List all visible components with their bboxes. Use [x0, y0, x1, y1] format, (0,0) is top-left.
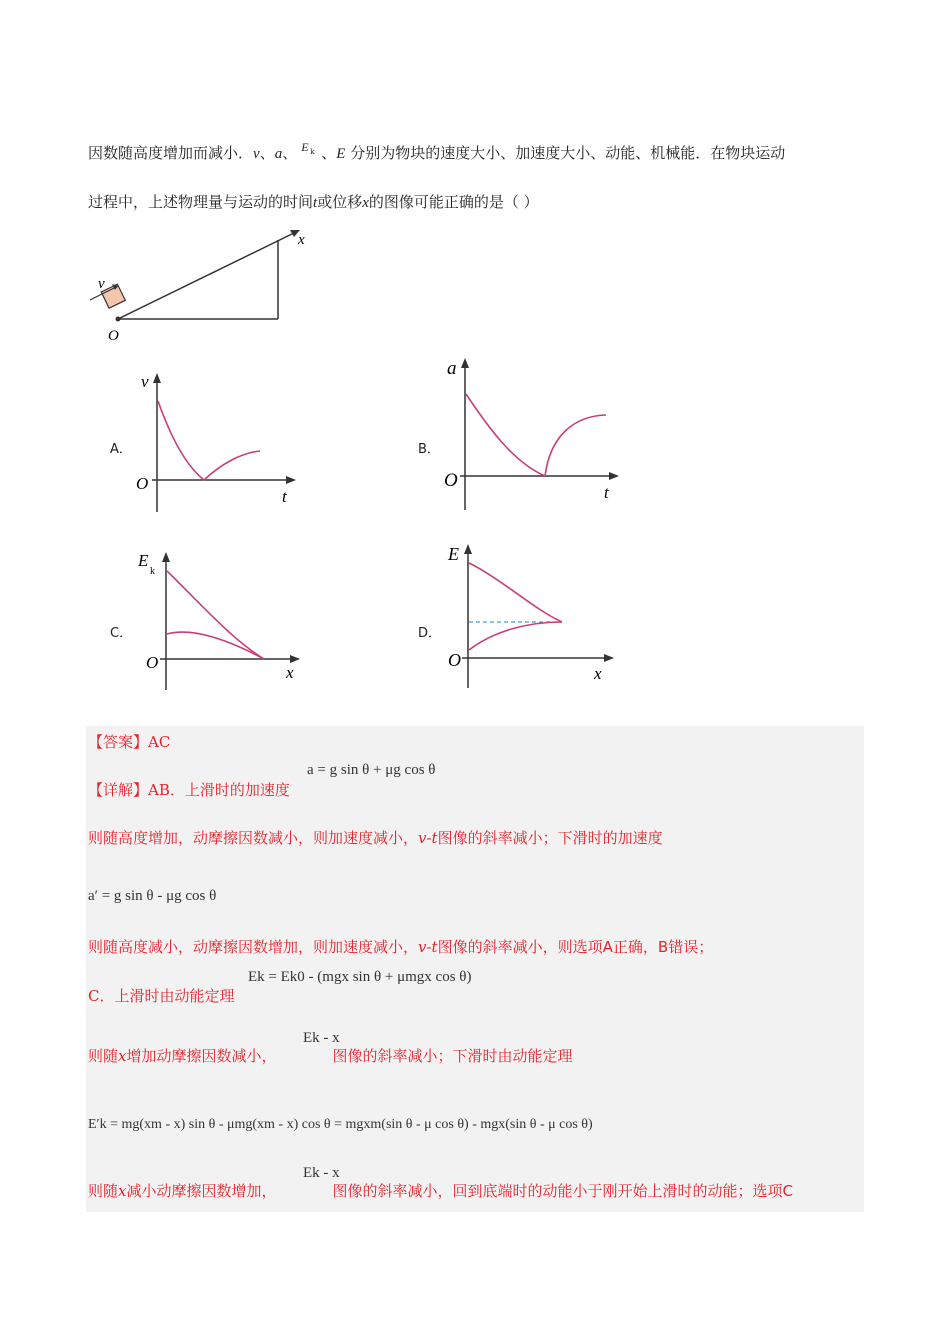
displacement-symbol: x	[362, 195, 369, 211]
answer-line-3	[88, 827, 663, 848]
answer-text: 则随	[88, 1182, 119, 1200]
answer-text: 减小动摩擦因数增加，	[126, 1182, 277, 1200]
question-line-1	[88, 142, 785, 163]
graph-d-origin: O	[448, 650, 461, 670]
graph-d-y-label: E	[448, 544, 459, 564]
answer-text: 则随高度减小，动摩擦因数增加，则加速度减小，	[88, 938, 419, 956]
separator: 、	[321, 144, 337, 162]
graph-a-y-label: v	[141, 372, 149, 391]
formula-kinetic-energy-up: Ek = Ek0 - (mgx sin θ + μmgx cos θ)	[248, 969, 472, 985]
detail-tag	[88, 779, 290, 800]
graph-b	[438, 352, 628, 512]
graph-c-y-subscript: k	[150, 566, 155, 577]
graph-c-x-label: x	[286, 663, 294, 682]
graph-a	[130, 365, 310, 515]
ek-subscript: k	[310, 148, 315, 156]
graph-b-x-label: t	[604, 483, 609, 502]
answer-line-9	[88, 1180, 793, 1201]
graph-b-origin: O	[444, 470, 458, 491]
question-text: 或位移	[317, 193, 363, 211]
acceleration-symbol: a	[274, 146, 283, 162]
question-text: 因数随高度增加而减小．	[88, 144, 254, 162]
answer-text: 则随高度增加，动摩擦因数减小，则加速度减小，	[88, 829, 419, 847]
vt-symbol: v-t	[418, 829, 438, 847]
incline-v-label: v	[98, 276, 105, 292]
graph-a-origin: O	[136, 474, 149, 493]
answer-text: 正确，	[612, 938, 658, 956]
velocity-symbol: v	[253, 146, 260, 162]
separator: 、	[282, 144, 298, 162]
formula-ek-x-2: Ek - x	[303, 1165, 340, 1181]
option-a-label: A．	[110, 442, 132, 457]
incline-diagram	[88, 222, 328, 347]
answer-text: 图像的斜率减小，则选项	[437, 938, 603, 956]
question-text: 过程中，上述物理量与运动的时间	[88, 193, 314, 211]
answer-text: 错误；	[668, 938, 714, 956]
answer-text: 【答案】AC	[88, 733, 171, 751]
option-ref-b: B	[657, 938, 669, 956]
answer-line-7	[88, 1045, 573, 1066]
graph-c	[136, 544, 311, 692]
graph-c-origin: O	[146, 653, 159, 672]
x-symbol: x	[118, 1182, 127, 1200]
answer-text: C．上滑时由动能定理	[88, 987, 235, 1005]
graph-c-y-label: E	[138, 551, 149, 570]
graph-b-y-label: a	[447, 358, 457, 379]
option-b-label: B．	[418, 442, 440, 457]
x-symbol: x	[118, 1047, 127, 1065]
answer-text: 图像的斜率减小；下滑时由动能定理	[332, 1047, 573, 1065]
question-text: 分别为物块的速度大小、加速度大小、动能、机械能．在物块运动	[350, 144, 786, 162]
answer-line-6	[88, 985, 234, 1006]
formula-acceleration-down: a′ = g sin θ - μg cos θ	[88, 888, 217, 904]
question-text: 的图像可能正确的是（ ）	[368, 193, 539, 211]
option-d-label: D．	[418, 626, 442, 641]
vt-symbol: v-t	[418, 938, 438, 956]
ek-letter: E	[301, 140, 309, 154]
question-line-2	[88, 191, 539, 212]
answer-text: 增加动摩擦因数减小，	[126, 1047, 277, 1065]
graph-d-x-label: x	[594, 664, 602, 683]
formula-acceleration-up: a = g sin θ + μg cos θ	[307, 762, 436, 778]
separator: 、	[259, 144, 275, 162]
incline-origin-label: O	[108, 328, 119, 344]
formula-ek-x-1: Ek - x	[303, 1030, 340, 1046]
option-c-label: C．	[110, 626, 133, 641]
answer-text: 图像的斜率减小，回到底端时的动能小于刚开始上滑时的动能；选项	[332, 1182, 783, 1200]
detail-text: 【详解】AB．上滑时的加速度	[88, 781, 290, 799]
answer-text: 图像的斜率减小；下滑时的加速度	[437, 829, 663, 847]
formula-kinetic-energy-down: E′k = mg(xm - x) sin θ - μmg(xm - x) cos θ = mgxm(sin θ - μ cos θ) - mgx(sin θ - μ cos θ)	[88, 1117, 593, 1132]
incline-x-label: x	[298, 232, 305, 248]
time-symbol: t	[313, 195, 318, 211]
answer-tag	[88, 731, 170, 752]
option-ref-c: C	[782, 1182, 793, 1200]
option-ref-a: A	[602, 938, 613, 956]
graph-d	[440, 538, 625, 688]
answer-line-5	[88, 936, 713, 957]
mechanical-energy-symbol: E	[336, 146, 346, 162]
graph-a-x-label: t	[282, 487, 287, 506]
answer-text: 则随	[88, 1047, 119, 1065]
